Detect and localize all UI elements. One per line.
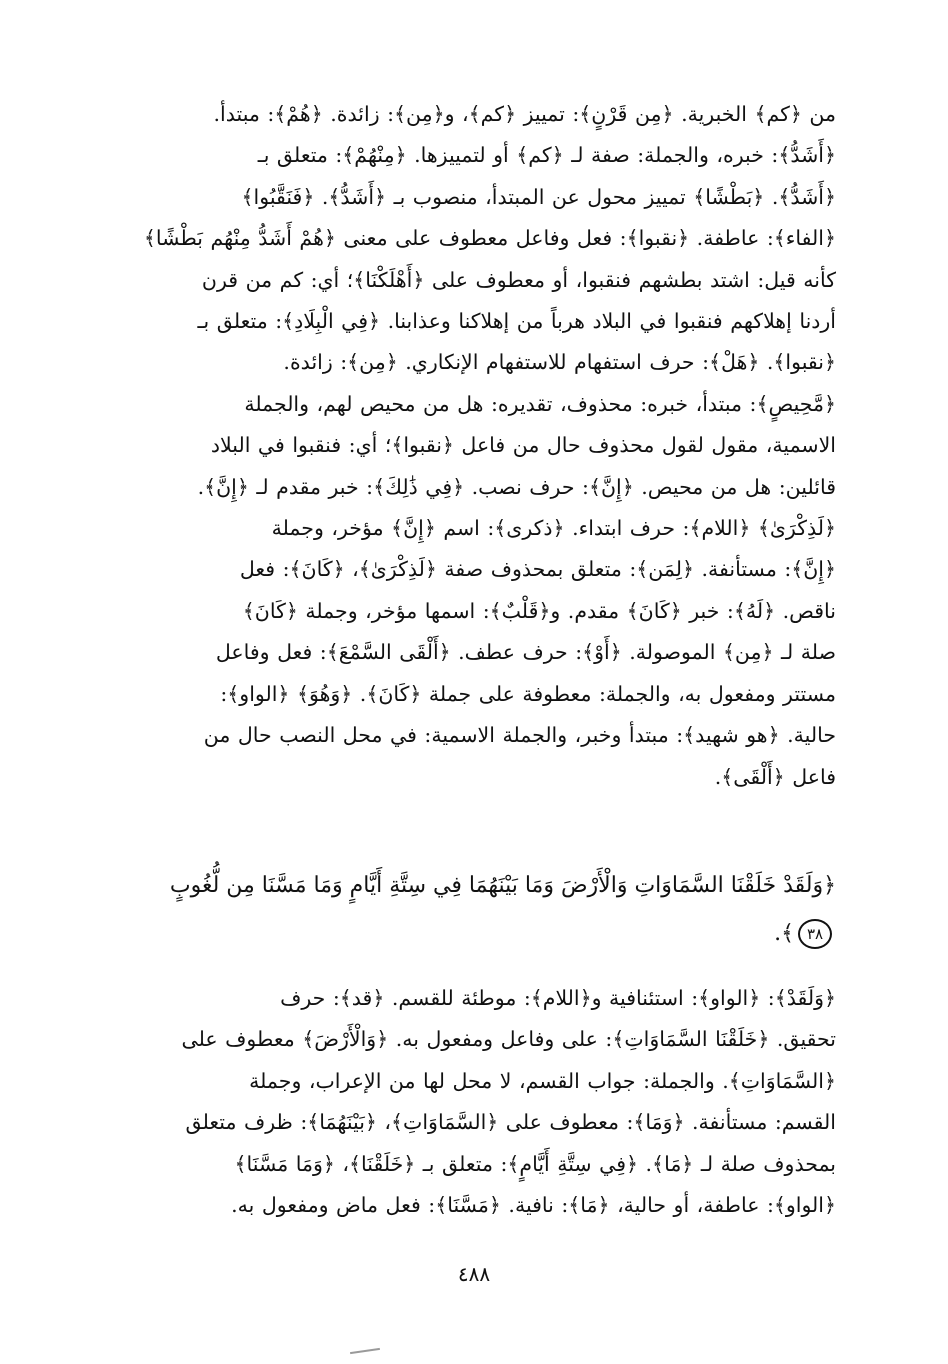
quran-verse <box>66 862 836 958</box>
text-line: القسم: مستأنفة. ﴿وَمَا﴾: معطوف على ﴿السَّمَاوَاتِ﴾، ﴿بَيْنَهُمَا﴾: ظرف متعلق <box>185 1110 836 1135</box>
scan-mark <box>350 1348 380 1354</box>
text-line: ﴿أَشَدُّ﴾: خبره، والجملة: صفة لـ ﴿كم﴾ أو لتمييزها. ﴿مِنْهُمْ﴾: متعلق بـ <box>257 143 836 168</box>
verse-number-medallion: ٣٨ <box>798 919 832 949</box>
grammar-paragraph-1 <box>66 94 836 798</box>
text-line: قائلين: هل من محيص. ﴿إِنَّ﴾: حرف نصب. ﴿فِي ذَٰلِكَ﴾: خبر مقدم لـ ﴿إِنَّ﴾. <box>197 474 836 499</box>
text-line: ﴿الفاء﴾: عاطفة. ﴿نقبوا﴾: فعل وفاعل معطوف على معنى ﴿هُمْ أَشَدُّ مِنْهُم بَطْشًا﴾ <box>143 226 836 251</box>
text-line: ناقص. ﴿لَهُ﴾: خبر ﴿كَانَ﴾ مقدم. و﴿قَلْبٌ﴾: اسمها مؤخر، وجملة ﴿كَانَ﴾ <box>242 598 836 623</box>
text-line: ﴿السَّمَاوَاتِ﴾. والجملة: جواب القسم، لا محل لها من الإعراب، وجملة <box>249 1068 836 1093</box>
verse-ending <box>66 910 836 958</box>
text-line: مستتر ومفعول به، والجملة: معطوفة على جملة ﴿كَانَ﴾. ﴿وَهُوَ﴾ ﴿الواو﴾: <box>220 681 836 706</box>
text-line: ﴿مَّحِيصٍ﴾: مبتدأ، خبره: محذوف، تقديره: هل من محيص لهم، والجملة <box>244 391 836 416</box>
grammar-paragraph-2 <box>66 978 836 1226</box>
text-line: من ﴿كم﴾ الخبرية. ﴿مِن قَرْنٍ﴾: تمييز ﴿كم﴾، و﴿مِن﴾: زائدة. ﴿هُمْ﴾: مبتدأ. <box>213 102 836 126</box>
text-line: ﴿نقبوا﴾. ﴿هَلْ﴾: حرف استفهام للاستفهام الإنكاري. ﴿مِن﴾: زائدة. <box>283 350 836 375</box>
text-line: صلة لـ ﴿مِن﴾ الموصولة. ﴿أَوْ﴾: حرف عطف. ﴿أَلْقَى السَّمْعَ﴾: فعل وفاعل <box>215 640 836 665</box>
text-line: ﴿لَذِكْرَىٰ﴾ ﴿اللام﴾: حرف ابتداء. ﴿ذكرى﴾: اسم ﴿إِنَّ﴾ مؤخر، وجملة <box>271 516 836 541</box>
text-line: كأنه قيل: اشتد بطشهم فنقبوا، أو معطوف على ﴿أَهْلَكْنَا﴾؛ أي: كم من قرن <box>201 267 836 292</box>
text-line: فاعل ﴿أَلْقَى﴾. <box>714 764 836 789</box>
text-line: ﴿وَلَقَدْ﴾: ﴿الواو﴾: استئنافية و﴿اللام﴾: موطئة للقسم. ﴿قد﴾: حرف <box>280 986 836 1010</box>
text-line: أردنا إهلاكهم فنقبوا في البلاد هرباً من إهلاكنا وعذابنا. ﴿فِي الْبِلَادِ﴾: متعلق بـ <box>197 309 836 334</box>
page-number: ٤٨٨ <box>457 1262 491 1286</box>
text-line: ﴿أَشَدُّ﴾. ﴿بَطْشًا﴾ تمييز محول عن المبتدأ، منصوب بـ ﴿أَشَدُّ﴾. ﴿فَنَقَّبُوا﴾ <box>241 184 836 209</box>
verse-text: ﴿وَلَقَدْ خَلَقْنَا السَّمَاوَاتِ وَالْأَرْضَ وَمَا بَيْنَهُمَا فِي سِتَّةِ أَيَّامٍ وَمَا مَسَّنَا مِن لُّغُوبٍ <box>169 873 836 898</box>
text-line: حالية. ﴿هو شهيد﴾: مبتدأ وخبر، والجملة الاسمية: في محل النصب حال من <box>203 723 836 748</box>
text-line: تحقيق. ﴿خَلَقْنَا السَّمَاوَاتِ﴾: على وفاعل ومفعول به. ﴿وَالْأَرْضَ﴾ معطوف على <box>181 1027 836 1052</box>
verse-closing-bracket: ﴾. <box>774 921 794 946</box>
text-line: بمحذوف صلة لـ ﴿مَا﴾. ﴿فِي سِتَّةِ أَيَّامٍ﴾: متعلق بـ ﴿خَلَقْنَا﴾، ﴿وَمَا مَسَّنَا﴾ <box>234 1151 836 1176</box>
text-line: ﴿الواو﴾: عاطفة، أو حالية، ﴿مَا﴾: نافية. ﴿مَسَّنَا﴾: فعل ماض ومفعول به. <box>231 1193 836 1218</box>
text-line: الاسمية، مقول لقول محذوف حال من فاعل ﴿نقبوا﴾؛ أي: فنقبوا في البلاد <box>210 433 836 458</box>
text-line: ﴿إِنَّ﴾: مستأنفة. ﴿لِمَن﴾: متعلق بمحذوف صفة ﴿لَذِكْرَىٰ﴾، ﴿كَانَ﴾: فعل <box>239 557 836 582</box>
